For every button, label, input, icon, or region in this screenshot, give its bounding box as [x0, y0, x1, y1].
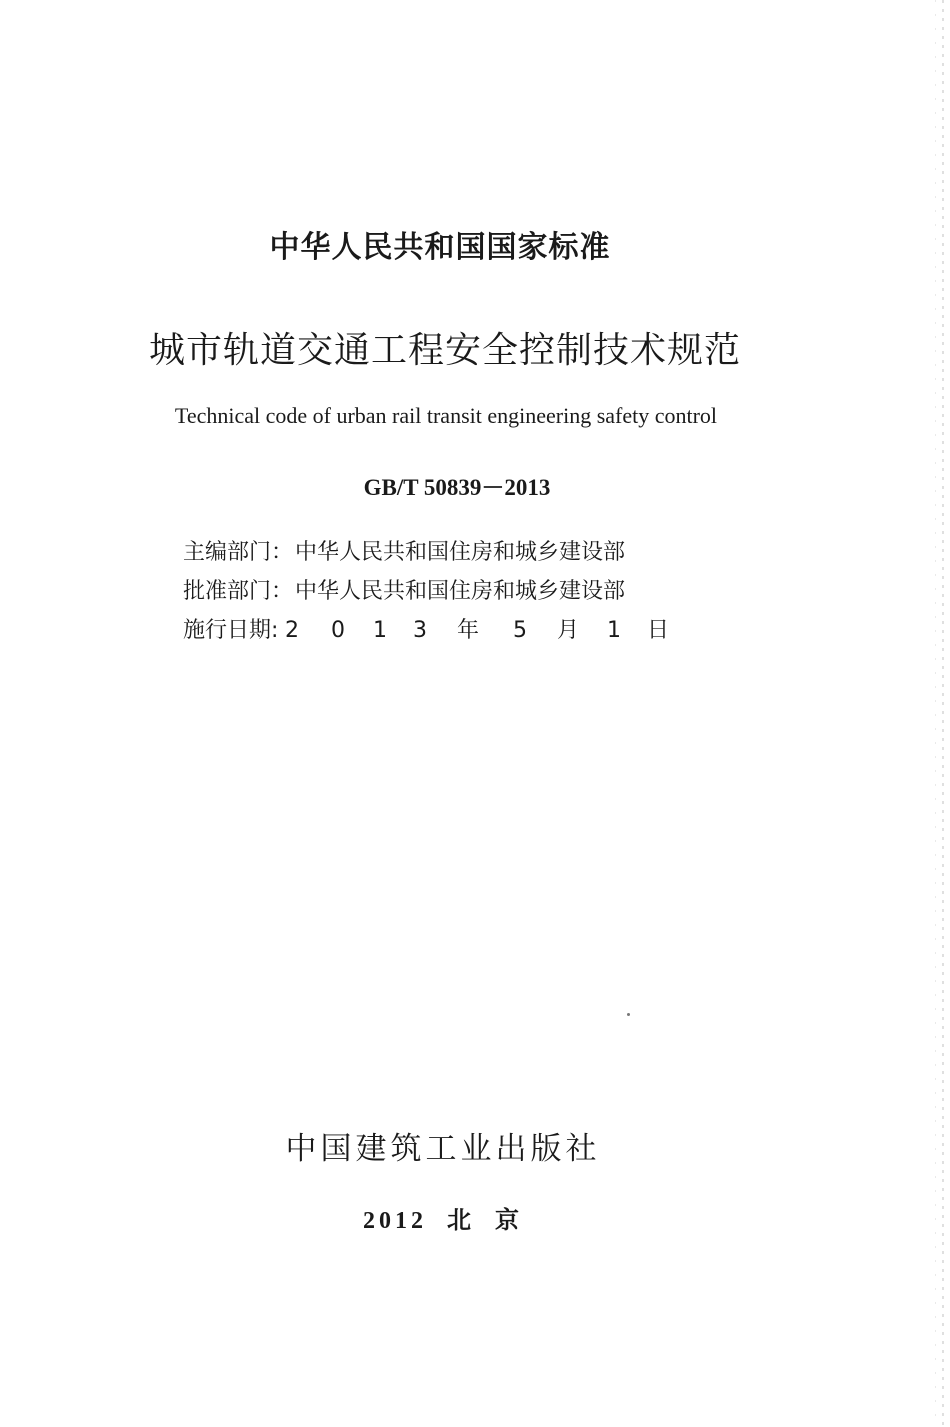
date-char: 1: [607, 618, 622, 643]
date-char: 2: [285, 618, 300, 643]
date-char: 日: [647, 618, 670, 643]
date-char: 年: [457, 618, 480, 643]
date-char: 0: [331, 618, 346, 643]
info-block: [183, 533, 680, 650]
info-row-effective-date: [183, 611, 680, 650]
date-char: 3: [413, 618, 428, 643]
info-row-editor: [183, 533, 680, 572]
info-label: 施行日期: [183, 618, 272, 643]
info-label: 主编部门: [183, 540, 272, 565]
date-char: 1: [373, 618, 388, 643]
date-char: 5: [513, 618, 528, 643]
info-row-approver: [183, 572, 680, 611]
standard-code: GB/T 50839－2013: [363, 475, 551, 500]
scan-edge-artifact: [935, 0, 936, 1427]
info-colon: ：: [271, 540, 294, 565]
effective-date-value: [285, 611, 680, 650]
scan-speck: [627, 1013, 630, 1016]
info-colon: :: [271, 618, 279, 643]
title-chinese: 城市轨道交通工程安全控制技术规范: [148, 330, 741, 371]
info-value: 中华人民共和国住房和城乡建设部: [295, 540, 626, 565]
standard-kind: 中华人民共和国国家标准: [269, 230, 611, 265]
date-char: 月: [557, 618, 580, 643]
publisher-name: 中国建筑工业出版社: [285, 1131, 601, 1167]
scan-edge-artifact: [942, 0, 944, 1427]
info-value: 中华人民共和国住房和城乡建设部: [295, 579, 626, 604]
info-label: 批准部门: [183, 579, 272, 604]
title-english: Technical code of urban rail transit engineering safety control: [174, 403, 718, 428]
info-colon: ：: [271, 579, 294, 604]
publication-year-place: 2012 北 京: [363, 1208, 523, 1234]
